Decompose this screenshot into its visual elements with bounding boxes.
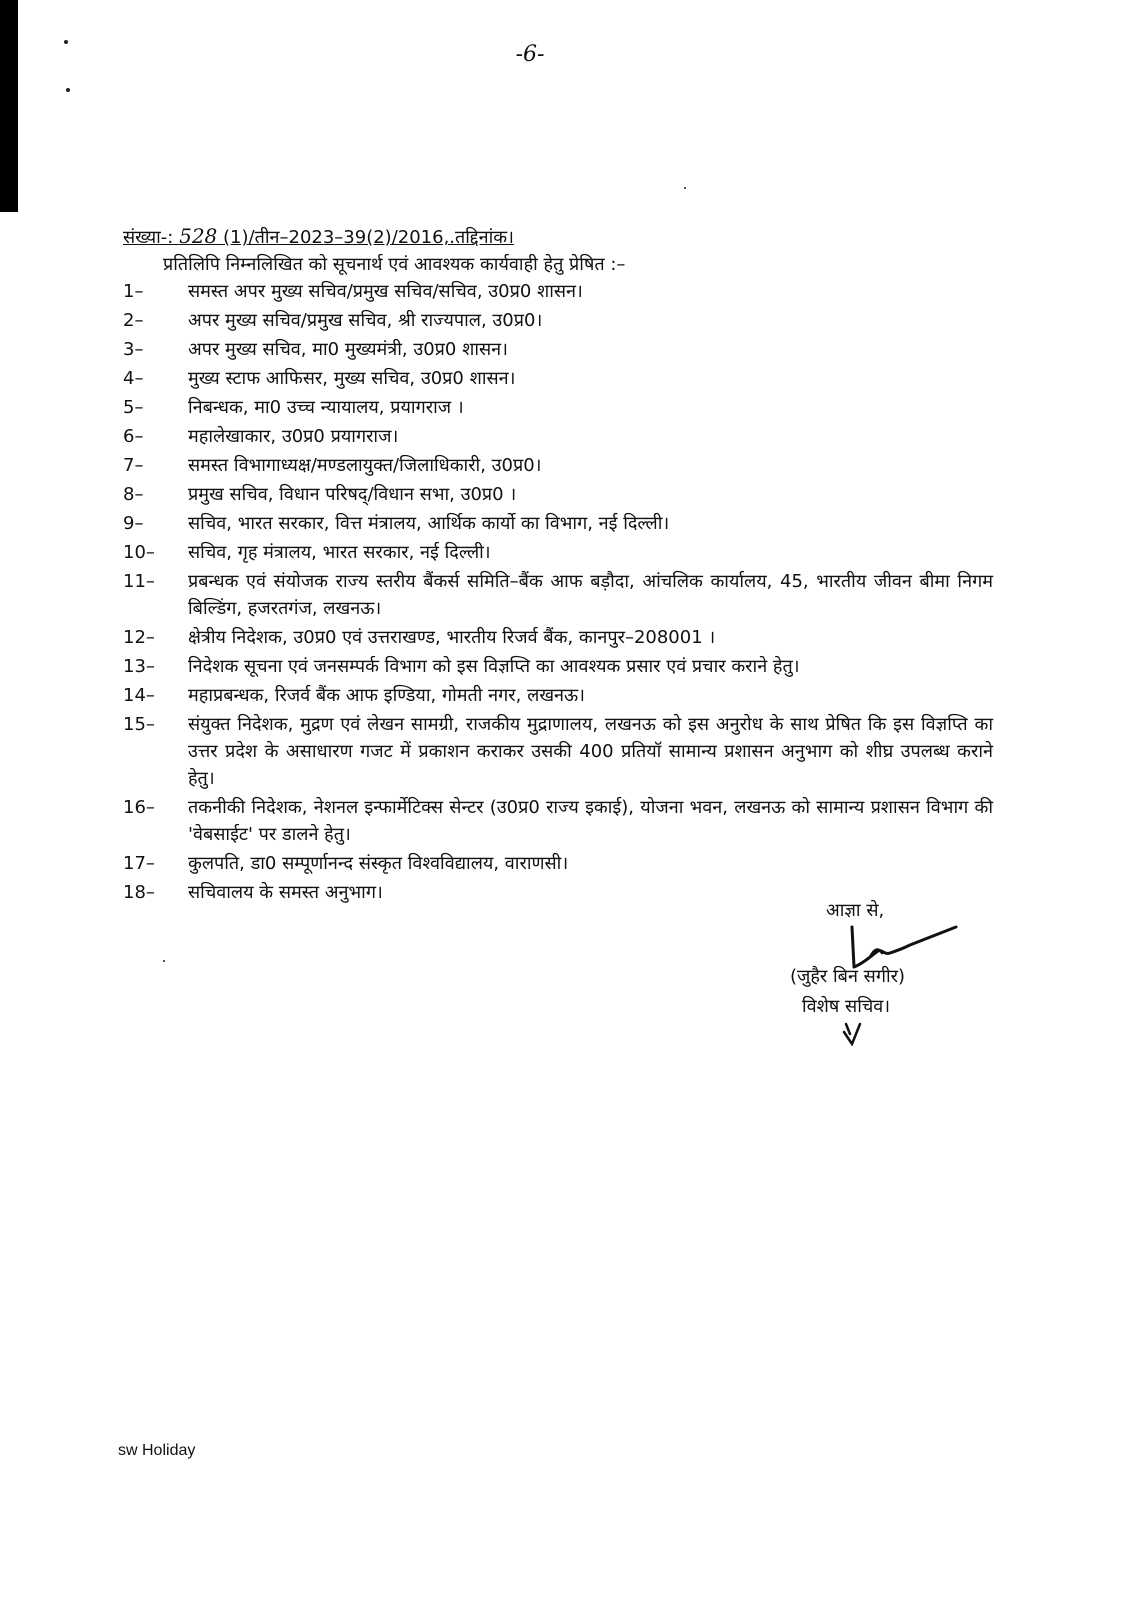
item-text: सचिव, भारत सरकार, वित्त मंत्रालय, आर्थिक कार्यो का विभाग, नई दिल्ली। bbox=[188, 513, 670, 534]
item-number: 4– bbox=[123, 368, 144, 389]
reference-suffix: (1)/तीन–2023–39(2)/2016,.तद्दिनांक। bbox=[223, 227, 514, 248]
list-item bbox=[123, 510, 993, 537]
reference-handwritten-number: 528 bbox=[179, 224, 218, 248]
list-item bbox=[123, 452, 993, 479]
list-item bbox=[123, 682, 993, 709]
item-number: 13– bbox=[123, 656, 155, 677]
item-number: 9– bbox=[123, 513, 144, 534]
item-number: 10– bbox=[123, 542, 155, 563]
item-text: प्रमुख सचिव, विधान परिषद्/विधान सभा, उ0प्र0 । bbox=[188, 484, 517, 505]
item-number: 3– bbox=[123, 339, 144, 360]
item-number: 11– bbox=[123, 571, 155, 592]
item-number: 5– bbox=[123, 397, 144, 418]
list-item bbox=[123, 568, 993, 622]
item-text: समस्त विभागाध्यक्ष/मण्डलायुक्त/जिलाधिकारी, उ0प्र0। bbox=[188, 455, 542, 476]
signatory-designation: विशेष सचिव। bbox=[802, 996, 891, 1017]
item-number: 17– bbox=[123, 853, 155, 874]
list-item bbox=[123, 653, 993, 680]
item-text: कुलपति, डा0 सम्पूर्णानन्द संस्कृत विश्वविद्यालय, वाराणसी। bbox=[188, 853, 569, 874]
scan-speck bbox=[64, 40, 68, 44]
list-item bbox=[123, 278, 993, 305]
item-number: 7– bbox=[123, 455, 144, 476]
list-item bbox=[123, 794, 993, 848]
signatory-name: (जुहैर बिन सगीर) bbox=[790, 966, 906, 987]
scan-edge-bar bbox=[0, 0, 18, 212]
item-text: निबन्धक, मा0 उच्च न्यायालय, प्रयागराज । bbox=[188, 397, 464, 418]
list-item bbox=[123, 539, 993, 566]
item-number: 8– bbox=[123, 484, 144, 505]
item-text: समस्त अपर मुख्य सचिव/प्रमुख सचिव/सचिव, उ0प्र0 शासन। bbox=[188, 281, 583, 302]
list-item bbox=[123, 850, 993, 877]
list-item bbox=[123, 394, 993, 421]
item-number: 6– bbox=[123, 426, 144, 447]
footer-label: sw Holiday bbox=[118, 1442, 196, 1459]
item-number: 16– bbox=[123, 797, 155, 818]
list-item bbox=[123, 423, 993, 450]
item-text: प्रबन्धक एवं संयोजक राज्य स्तरीय बैंकर्स समिति–बैंक आफ बड़ौदा, आंचलिक कार्यालय, 45, भारतीय जीवन बीमा निगम बिल्डिंग, हजरतगंज, लखनऊ। bbox=[188, 571, 993, 619]
item-text: महालेखाकार, उ0प्र0 प्रयागराज। bbox=[188, 426, 399, 447]
item-text: तकनीकी निदेशक, नेशनल इन्फार्मेटिक्स सेन्टर (उ0प्र0 राज्य इकाई), योजना भवन, लखनऊ को सामान्य प्रशासन विभाग की 'वेबसाईट' पर डालने हेतु। bbox=[188, 797, 993, 845]
list-item bbox=[123, 481, 993, 508]
scan-speck bbox=[684, 187, 686, 189]
reference-number bbox=[123, 224, 514, 249]
list-item bbox=[123, 336, 993, 363]
list-item bbox=[123, 624, 993, 651]
list-item bbox=[123, 711, 993, 792]
item-number: 2– bbox=[123, 310, 144, 331]
recipient-list bbox=[123, 278, 993, 908]
item-number: 1– bbox=[123, 281, 144, 302]
scan-speck bbox=[163, 960, 165, 962]
item-text: अपर मुख्य सचिव/प्रमुख सचिव, श्री राज्यपाल, उ0प्र0। bbox=[188, 310, 543, 331]
item-text: मुख्य स्टाफ आफिसर, मुख्य सचिव, उ0प्र0 शासन। bbox=[188, 368, 516, 389]
signature-order-text: आज्ञा से, bbox=[826, 900, 885, 921]
forwarding-intro: प्रतिलिपि निम्नलिखित को सूचनार्थ एवं आवश्यक कार्यवाही हेतु प्रेषित :– bbox=[163, 254, 626, 275]
reference-prefix: संख्या-: bbox=[123, 227, 174, 248]
item-text: संयुक्त निदेशक, मुद्रण एवं लेखन सामग्री, राजकीय मुद्राणालय, लखनऊ को इस अनुरोध के साथ प्रेषित कि इस विज्ञप्ति का उत्तर प्रदेश के असाधारण गजट में प्रकाशन कराकर उसकी 400 प्रतियॉ सामान्य प्रशासन अनुभाग को शीघ्र उपलब्ध कराने हेतु। bbox=[188, 714, 993, 789]
item-number: 15– bbox=[123, 714, 155, 735]
list-item bbox=[123, 365, 993, 392]
item-text: क्षेत्रीय निदेशक, उ0प्र0 एवं उत्तराखण्ड, भारतीय रिजर्व बैंक, कानपुर–208001 । bbox=[188, 627, 716, 648]
item-text: सचिव, गृह मंत्रालय, भारत सरकार, नई दिल्ली। bbox=[188, 542, 491, 563]
item-number: 12– bbox=[123, 627, 155, 648]
page-number: -6- bbox=[515, 42, 545, 67]
item-text: महाप्रबन्धक, रिजर्व बैंक आफ इण्डिया, गोमती नगर, लखनऊ। bbox=[188, 685, 585, 706]
item-text: अपर मुख्य सचिव, मा0 मुख्यमंत्री, उ0प्र0 शासन। bbox=[188, 339, 508, 360]
scan-speck bbox=[66, 88, 70, 92]
list-item bbox=[123, 307, 993, 334]
item-text: सचिवालय के समस्त अनुभाग। bbox=[188, 882, 383, 903]
item-text: निदेशक सूचना एवं जनसम्पर्क विभाग को इस विज्ञप्ति का आवश्यक प्रसार एवं प्रचार कराने हेतु। bbox=[188, 656, 800, 677]
item-number: 14– bbox=[123, 685, 155, 706]
handwritten-initial bbox=[840, 1020, 864, 1046]
item-number: 18– bbox=[123, 882, 155, 903]
